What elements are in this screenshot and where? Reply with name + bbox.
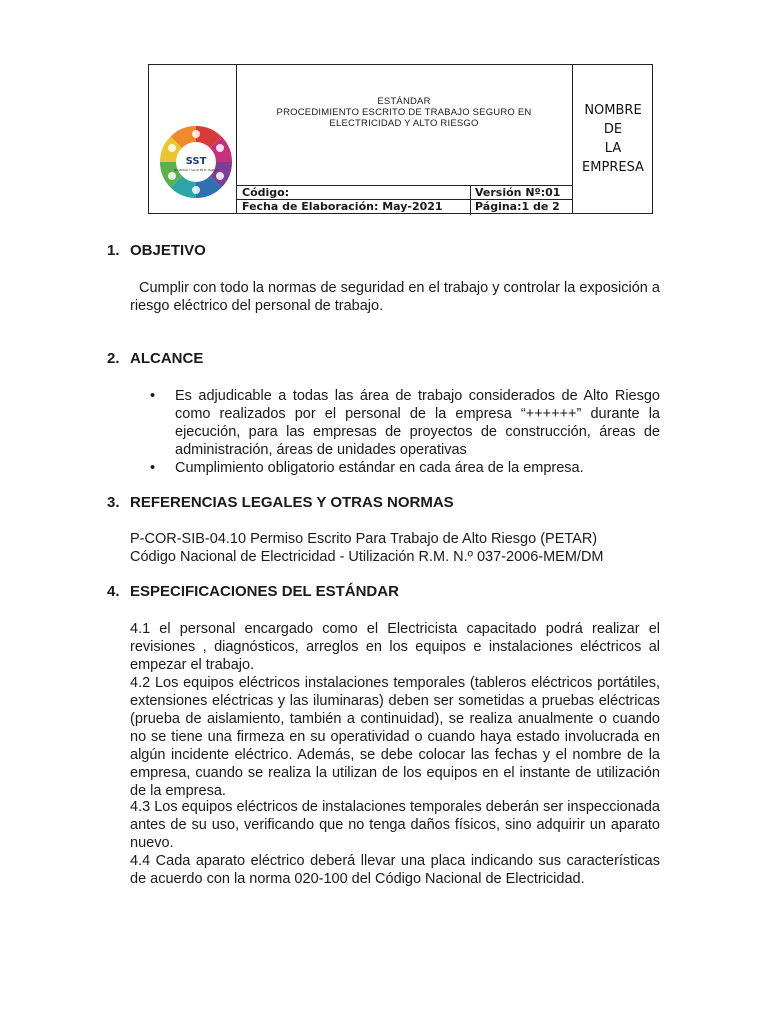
- section-heading-objetivo: 1. OBJETIVO: [107, 242, 206, 259]
- fecha-label: Fecha de Elaboración: May-2021: [242, 200, 443, 213]
- document-header-table: [148, 64, 653, 214]
- section-heading-referencias: 3. REFERENCIAS LEGALES Y OTRAS NORMAS: [107, 494, 454, 511]
- spec-4-1: 4.1 el personal encargado como el Electricista capacitado podrá realizar el revisiones , diagnósticos, arreglos en los equipos e instalaciones eléctricos al empezar el trabajo.: [130, 621, 660, 673]
- company-name: NOMBRE DE LA EMPRESA: [582, 103, 644, 175]
- logo-text: SST: [185, 156, 207, 167]
- bullet-icon: •: [150, 388, 156, 404]
- document-title-cell: [236, 65, 572, 185]
- section-heading-alcance: 2. ALCANCE: [107, 350, 204, 367]
- document-type: ESTÁNDAR: [377, 96, 431, 107]
- codigo-label: Código:: [242, 186, 290, 199]
- list-item: • Cumplimiento obligatorio estándar en cada área de la empresa.: [150, 460, 584, 476]
- company-name-cell: [572, 65, 653, 213]
- spec-4-3: 4.3 Los equipos eléctricos de instalaciones temporales deberán ser inspeccionada antes de su uso, verificando que no tenga daños físicos, sino adquirir un aparato nuevo.: [130, 799, 660, 851]
- logo-subtext: SEGURIDAD Y SALUD EN EL TRABAJO: [173, 169, 219, 172]
- logo-cell: [149, 65, 237, 213]
- reference-line-2: Código Nacional de Electricidad - Utilización R.M. N.º 037-2006-MEM/DM: [130, 549, 604, 565]
- reference-line-1: P-COR-SIB-04.10 Permiso Escrito Para Trabajo de Alto Riesgo (PETAR): [130, 531, 598, 547]
- objetivo-text: Cumplir con todo la normas de seguridad en el trabajo y controlar la exposición a riesgo eléctrico del personal de trabajo.: [130, 280, 660, 314]
- list-item: • Es adjudicable a todas las área de trabajo considerados de Alto Riesgo como realizados por el personal de la empresa “++++++” durante la ejecución, para las empresas de proyectos de construcción, áreas de administración, áreas de unidades operativas: [150, 388, 660, 458]
- alcance-list: [150, 387, 660, 477]
- version-label: Versión Nº:01: [470, 186, 570, 201]
- document-title: PROCEDIMIENTO ESCRITO DE TRABAJO SEGURO EN ELECTRICIDAD Y ALTO RIESGO: [276, 107, 532, 129]
- pagina-label: Página:1 de 2: [470, 200, 570, 215]
- header-row-date: [236, 199, 572, 215]
- spec-4-4: 4.4 Cada aparato eléctrico deberá llevar una placa indicando sus características de acuerdo con la norma 020-100 del Código Nacional de Electricidad.: [130, 853, 660, 887]
- spec-4-2: 4.2 Los equipos eléctricos instalaciones temporales (tableros eléctricos portátiles, extensiones eléctricas y las iluminaras) deben ser sometidas a pruebas eléctricas (prueba de aislamiento, también a continuidad), se realiza anualmente o cuando no se tiene una firmeza en su operatividad o cuando haya estado involucrada en algún incidente eléctrico. Además, se debe colocar las fechas y el nombre de la empresa, cuando se realiza la utilizan de los equipos en el instante de utilización de la empresa.: [130, 675, 660, 799]
- section-heading-especificaciones: 4. ESPECIFICACIONES DEL ESTÁNDAR: [107, 583, 399, 600]
- bullet-icon: •: [150, 460, 156, 476]
- sst-logo: [159, 125, 233, 199]
